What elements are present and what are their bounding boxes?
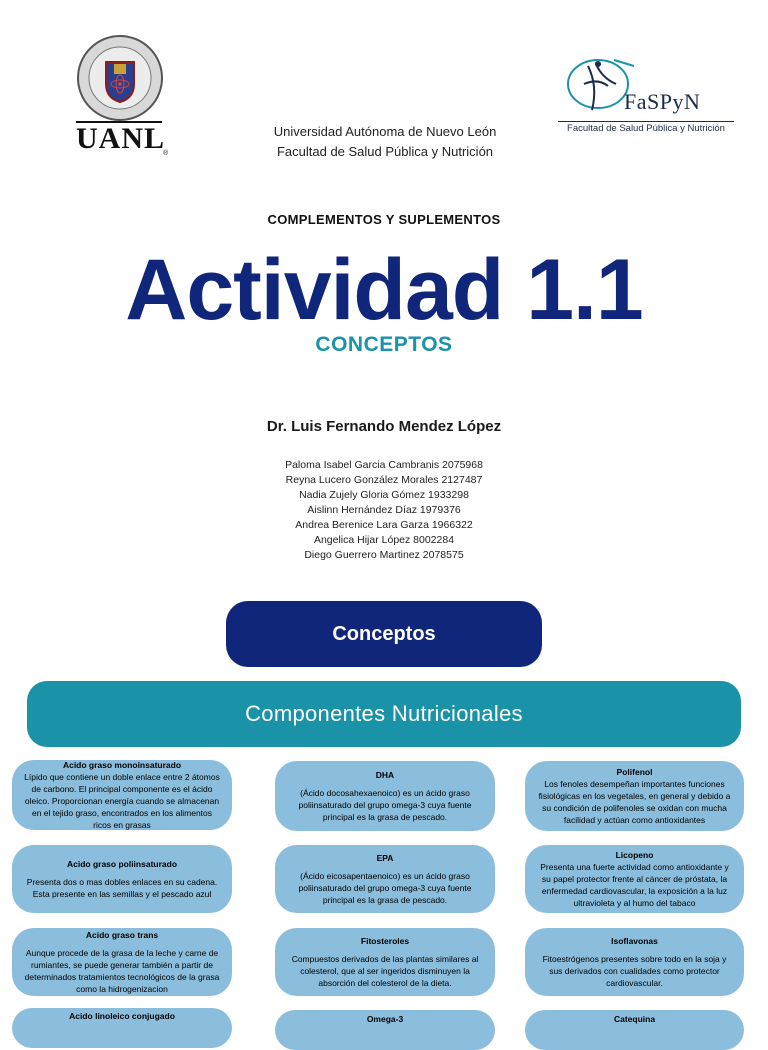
concept-text: Presenta dos o mas dobles enlaces en su cadena. Esta presente en las semillas y el pescado azul [26,876,218,899]
concept-title: Polifenol [616,766,653,777]
concept-card [275,928,495,996]
concept-title: Omega-3 [366,1014,404,1024]
institution-block [240,122,530,162]
concept-title: Acido linoleico conjugado [69,1011,175,1021]
concept-text: (Ácido eicosapentaenoico) es un ácido graso poliinsaturado del grupo omega-3 cuya fuente principal es la grasa de pescado. [298,870,472,905]
concept-title: Licopeno [615,849,654,860]
concept-card [525,1010,744,1050]
concept-text: Compuestos derivados de las plantas similares al colesterol, que al ser ingeridos disminuyen la absorción del colesterol de la dieta. [291,953,479,988]
main-title: Actividad 1.1 [125,242,643,338]
subject-title: COMPLEMENTOS Y SUPLEMENTOS [267,212,501,227]
uanl-seal-logo [76,34,164,122]
teacher-name: Dr. Luis Fernando Mendez López [266,418,502,435]
concept-card [275,845,495,913]
concept-title: Acido graso poliinsaturado [66,858,178,869]
concept-card [275,761,495,831]
student-name: Diego Guerrero Martinez 2078575 [304,549,464,561]
concepts-heading-pill: Conceptos [226,601,542,667]
concept-title: EPA [376,852,394,863]
students-list [0,458,768,563]
student-name: Paloma Isabel Garcia Cambranis 2075968 [285,459,483,471]
section-banner-componentes: Componentes Nutricionales [27,681,741,747]
concept-text: Lípido que contiene un doble enlace entre 2 átomos de carbono. El principal componente es el ácido oleico. Proporcionan energía cuando se almacenan en el tejido graso, encontrados en los alimentos ricos en grasas [24,771,220,830]
institution-faculty: Facultad de Salud Pública y Nutrición [276,144,494,159]
concept-text: Presenta una fuerte actividad como antioxidante y su papel protector frente al cáncer de próstata, la enfermedad cardiovascular, la exposición a la luz ultravioleta y al humo del tabaco [540,861,729,908]
concept-text: Fitoestrógenos presentes sobre todo en la soja y sus derivados con cualidades como protector cardiovascular. [542,953,727,988]
concept-title: Fitosteroles [360,935,410,946]
concept-text: Aunque procede de la grasa de la leche y carne de rumiantes, se puede generar también a partir de determinados tratamientos tecnológicos de la grasa como la hidrogenizacion [24,947,220,994]
concept-text: Los fenoles desempeñan importantes funciones fisiológicas en los vegetales, en general y debido a su condición de polifenoles se oxidan con mucha facilidad y actúan como antioxidantes [538,778,731,825]
concept-card [12,1008,232,1048]
concept-title: Acido graso trans [85,929,159,940]
faspyn-wordmark: FaSPyN [624,89,701,114]
student-name: Aislinn Hernández Díaz 1979376 [307,504,461,516]
concept-card [12,928,232,996]
concept-title: Catequina [613,1014,656,1024]
uanl-wordmark: UANL [76,122,166,155]
student-name: Andrea Berenice Lara Garza 1966322 [295,519,473,531]
concept-card [525,845,744,913]
student-name: Reyna Lucero González Morales 2127487 [285,474,483,486]
concept-card [525,928,744,996]
student-name: Nadia Zujely Gloria Gómez 1933298 [299,489,469,501]
student-name: Angelica Hijar López 8002284 [313,534,455,546]
concept-card [525,761,744,831]
concept-text: (Ácido docosahexaenoico) es un ácido graso poliinsaturado del grupo omega-3 cuya fuente principal es la grasa de pescado. [298,787,472,822]
concept-title: Acido graso monoinsaturado [62,760,182,770]
main-subtitle: CONCEPTOS [315,333,453,356]
concept-title: DHA [375,769,395,780]
concept-title: Isoflavonas [611,935,658,946]
registered-mark: ® [163,150,169,157]
concept-card [12,760,232,830]
concept-card [275,1010,495,1050]
institution-university: Universidad Autónoma de Nuevo León [273,124,497,139]
faspyn-subtitle: Facultad de Salud Pública y Nutrición [558,121,734,134]
concept-card [12,845,232,913]
